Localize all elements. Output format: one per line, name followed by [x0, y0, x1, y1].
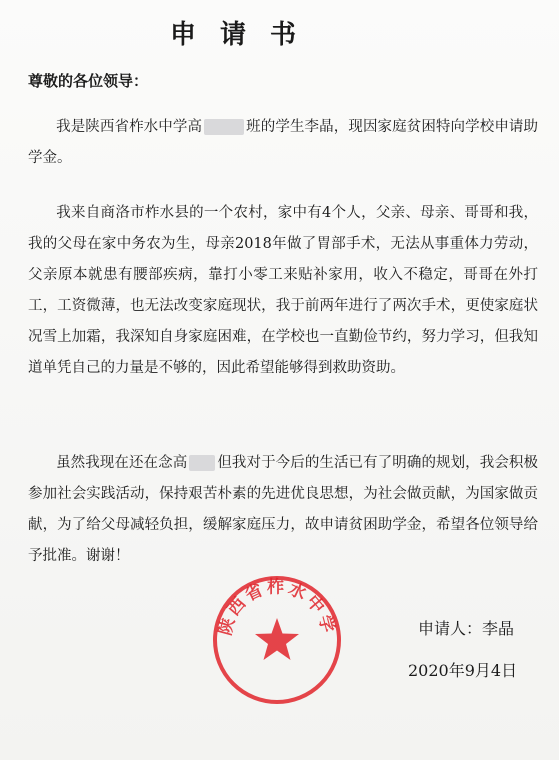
request-text-end: 但我对于今后的生活已有了明确的规划，我会积极参加社会实践活动，保持艰苦朴素的先进优良思想，为社会做贡献，为国家做贡献，为了给父母减轻负担，缓解家庭压力，故申请贫困助学金，希望各位领导给予批准。谢谢！ [28, 455, 538, 564]
paragraph-request [28, 448, 538, 572]
intro-text-end: 班的学生李晶，现因家庭贫困特向学校申请助学金。 [28, 119, 539, 166]
paragraph-family-situation [28, 198, 538, 384]
seal-graphic [207, 570, 347, 710]
document-title: 申请书 [170, 20, 321, 50]
official-seal [207, 570, 347, 710]
salutation: 尊敬的各位领导： [28, 72, 149, 90]
seal-text: 陕西省柞水中学 [215, 577, 339, 638]
paragraph-intro [28, 112, 538, 174]
redacted-grade [189, 455, 215, 471]
applicant-signature: 申请人：李晶 [418, 619, 515, 638]
seal-star-icon [255, 618, 299, 660]
application-date: 2020年9月4日 [408, 661, 518, 680]
redacted-class-number [204, 119, 244, 135]
family-situation-text: 我来自商洛市柞水县的一个农村，家中有4个人，父亲、母亲、哥哥和我，我的父母在家中务农为生，母亲2018年做了胃部手术，无法从事重体力劳动，父亲原本就患有腰部疾病，靠打小零工来贴补家用，收入不稳定，哥哥在外打工，工资微薄，也无法改变家庭现状，我于前两年进行了两次手术，更使家庭状况雪上加霜，我深知自身家庭困难，在学校也一直勤俭节约，努力学习，但我知道单凭自己的力量是不够的，因此希望能够得到救助资助。 [28, 205, 538, 376]
intro-text-start: 我是陕西省柞水中学高 [56, 119, 203, 135]
request-text-start: 虽然我现在还在念高 [56, 455, 188, 471]
